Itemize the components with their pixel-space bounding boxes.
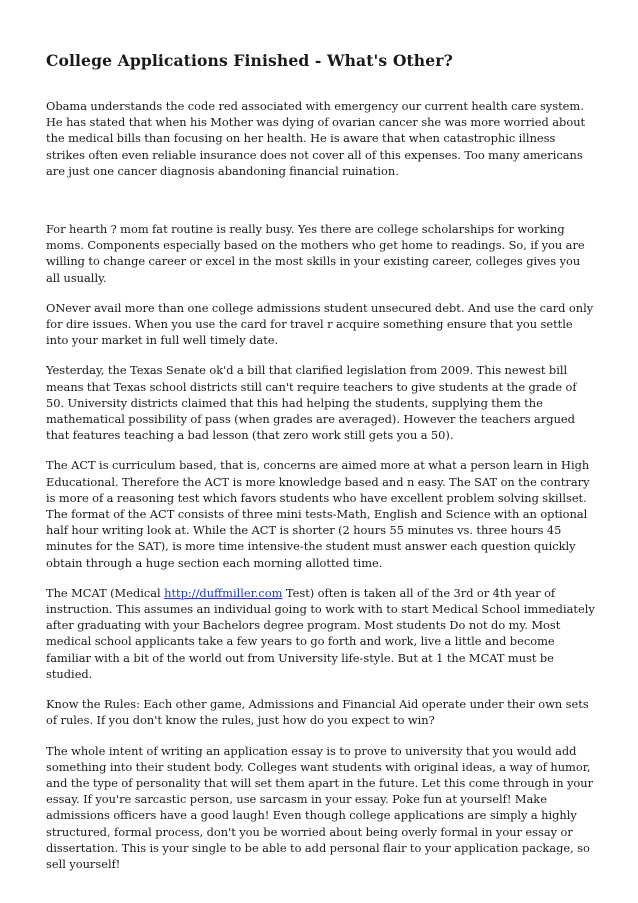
paragraph-obama: Obama understands the code red associated with emergency our current health care system. He has stated that when his Mother was dying of ovarian cancer she was more worried about the medical bills than focusing on her health. He is aware that when catastrophic illness strikes often even reliable insurance does not cover all of this expenses. Too many americans are just one cancer diagnosis abandoning financial ruination. [46,99,586,178]
duffmiller-link[interactable]: http://duffmiller.com [164,585,283,600]
paragraph-debt: ONever avail more than one college admissions student unsecured debt. And use the card only for dire issues. When you use the card for travel r acquire something ensure that you settle into your market in full well timely date. [46,300,594,348]
mcat-text-after: Test) often is taken all of the 3rd or 4th year of instruction. This assumes an individual going to work with to start Medical School immediately after graduating with your Bachelors degree program. Most students Do not do my. Most medical school applicants take a few years to go forth and work, live a little and become familiar with a bit of the world out from University life-style. But at 1 the MCAT must be studied. [46,585,595,681]
paragraph-mcat [46,585,596,682]
mcat-text-before: The MCAT (Medical [46,585,165,600]
paragraph-act-sat: The ACT is curriculum based, that is, concerns are aimed more at what a person learn in High Educational. Therefore the ACT is more knowledge based and n easy. The SAT on the contrary is more of a reasoning test which favors students who have excellent problem solving skillset. The format of the ACT consists of three mini tests-Math, English and Science with an optional half hour writing look at. While the ACT is shorter (2 hours 55 minutes vs. three hours 45 minutes for the SAT), is more time intensive-the student must answer each question quickly obtain through a huge section each morning allotted time. [46,458,590,570]
document-title: College Applications Finished - What's Other? [46,51,453,70]
paragraph-essay: The whole intent of writing an application essay is to prove to university that you would add something into their student body. Colleges want students with original ideas, a way of humor, and the type of personality that will set them apart in the future. Let this come through in your essay. If you're sarcastic person, use sarcasm in your essay. Poke fun at yourself! Make admissions officers have a good laugh! Even though college applications are simply a highly structured, formal process, don't you be worried about being overly formal in your essay or dissertation. This is your single to be able to add personal flair to your application package, so sell yourself! [46,743,594,871]
paragraph-rules: Know the Rules: Each other game, Admissions and Financial Aid operate under their own sets of rules. If you don't know the rules, just how do you expect to win? [46,697,589,728]
document-page [46,50,596,886]
paragraph-texas-senate: Yesterday, the Texas Senate ok'd a bill that clarified legislation from 2009. This newest bill means that Texas school districts still can't require teachers to give students at the grade of 50. University districts claimed that this had helping the students, supplying them the mathematical possibility of pass (when grades are averaged). However the teachers argued that features teaching a bad lesson (that zero work still gets you a 50). [46,363,577,443]
paragraph-moms: For hearth ? mom fat routine is really busy. Yes there are college scholarships for working moms. Components especially based on the mothers who get home to readings. So, if you are willing to change career or excel in the most skills in your existing career, colleges gives you all usually. [46,222,585,285]
